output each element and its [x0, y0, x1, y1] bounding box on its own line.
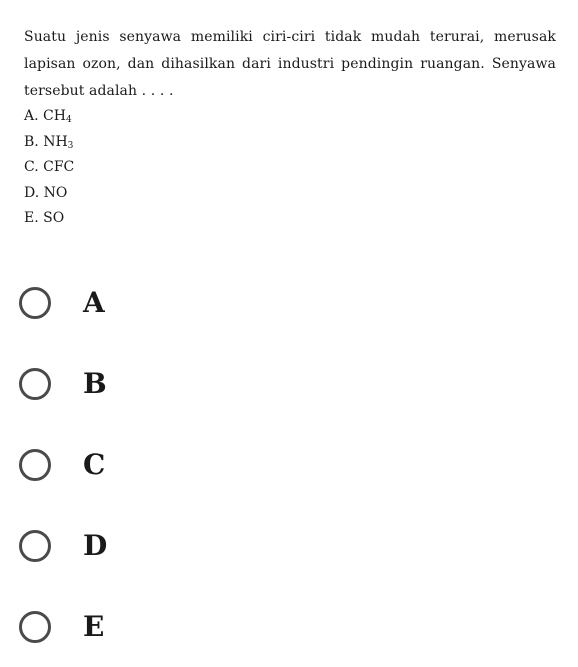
option-subscript: 3: [67, 140, 74, 151]
choice-d[interactable]: [19, 505, 107, 586]
choice-label: C: [83, 448, 106, 481]
option-c: [24, 155, 74, 181]
option-letter: D.: [24, 184, 40, 201]
choice-a[interactable]: [19, 262, 107, 343]
answer-options-list: [24, 104, 74, 232]
option-d: [24, 181, 74, 207]
radio-button-icon[interactable]: [19, 368, 51, 400]
choice-label: A: [83, 286, 105, 319]
choice-label: D: [83, 529, 108, 562]
option-formula: SO: [43, 210, 65, 226]
radio-button-icon[interactable]: [19, 530, 51, 562]
choice-label: B: [83, 367, 107, 400]
radio-button-icon[interactable]: [19, 449, 51, 481]
choice-e[interactable]: [19, 586, 107, 667]
radio-button-icon[interactable]: [19, 611, 51, 643]
option-formula: CFC: [43, 159, 75, 175]
option-letter: E.: [24, 210, 39, 226]
choice-c[interactable]: [19, 424, 107, 505]
option-formula: NO: [43, 184, 68, 201]
option-letter: A.: [24, 108, 39, 124]
choice-b[interactable]: [19, 343, 107, 424]
option-formula: CH: [43, 108, 66, 124]
option-subscript: 4: [65, 115, 72, 125]
option-a: [24, 104, 74, 130]
choice-label: E: [83, 610, 105, 643]
option-formula: NH: [43, 133, 68, 150]
question-text: Suatu jenis senyawa memiliki ciri-ciri tidak mudah terurai, merusak lapisan ozon, dan dihasilkan dari industri pendingin ruangan. Senyawa tersebut adalah . . . .: [24, 29, 556, 99]
radio-button-icon[interactable]: [19, 287, 51, 319]
answer-choices: [19, 262, 107, 667]
option-letter: C.: [24, 159, 39, 175]
option-letter: B.: [24, 133, 39, 150]
option-b: [24, 130, 74, 156]
option-e: [24, 206, 74, 232]
